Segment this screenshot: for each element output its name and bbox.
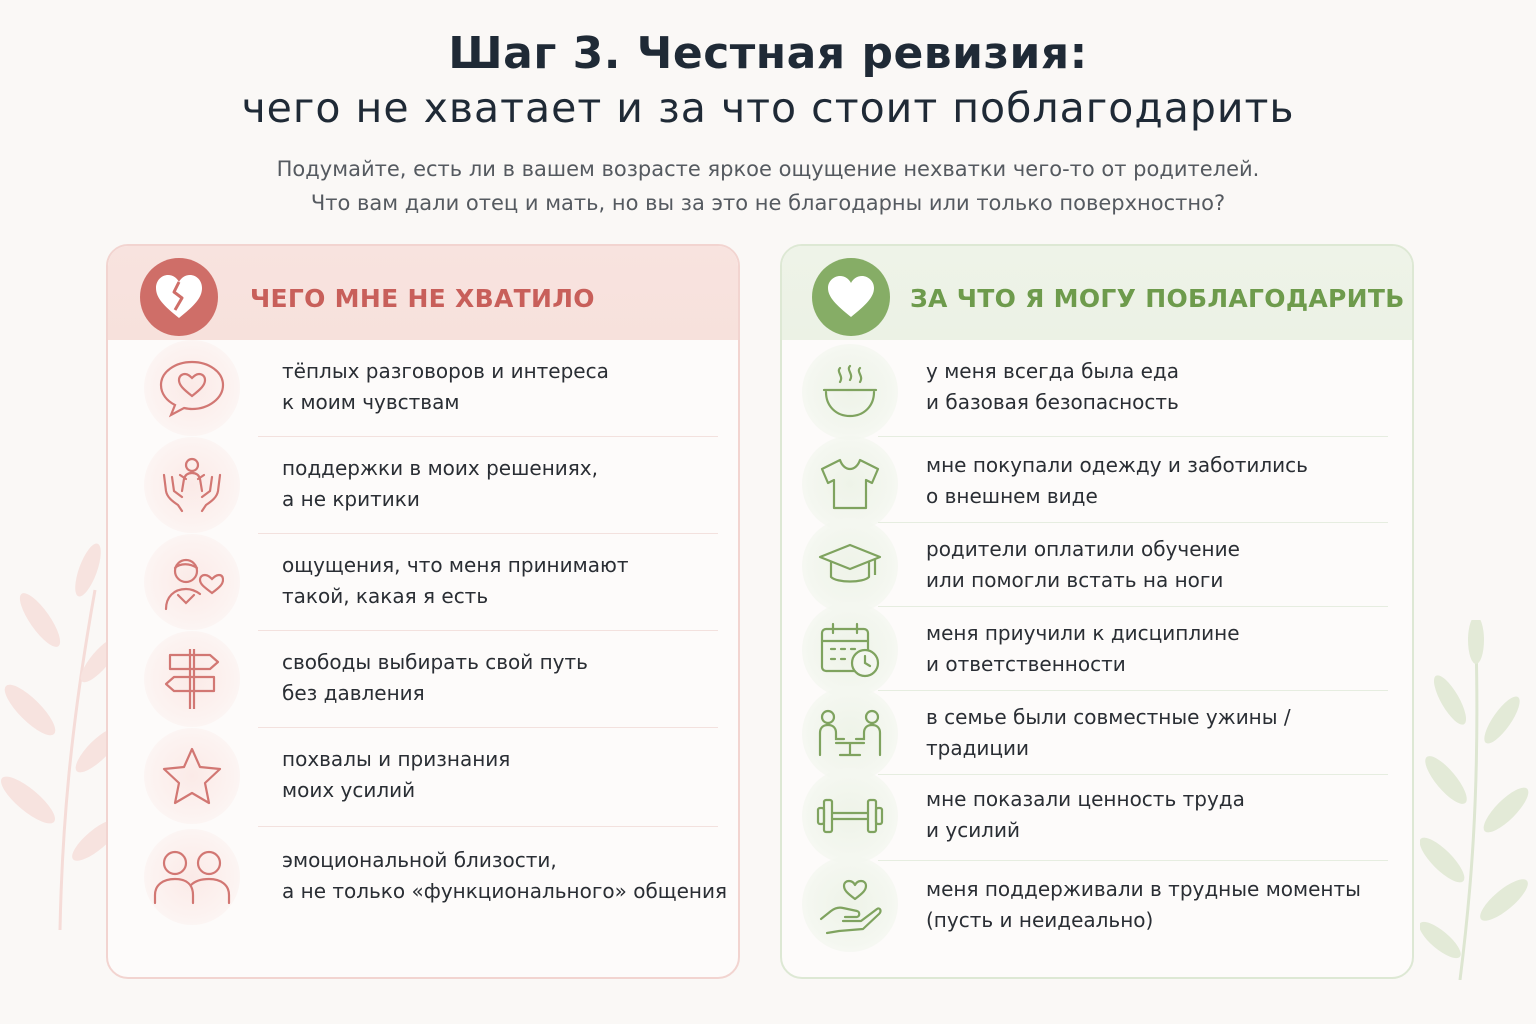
item-line-1: поддержки в моих решениях, (282, 456, 598, 480)
item-line-1: свободы выбирать свой путь (282, 650, 588, 674)
list-item (108, 534, 738, 631)
graduation-cap-icon (802, 518, 898, 614)
description-line-2: Что вам дали отец и мать, но вы за это не благодарны или только поверхностно? (310, 191, 1226, 215)
item-line-2: и усилий (926, 818, 1020, 842)
item-line-1: меня приучили к дисциплине (926, 621, 1240, 645)
item-line-1: в семье были совместные ужины / (926, 705, 1291, 729)
gratitude-card (780, 244, 1414, 979)
list-item (108, 728, 738, 827)
item-line-1: родители оплатили обучение (926, 537, 1240, 561)
person-with-heart-icon (144, 534, 240, 630)
missing-card (106, 244, 740, 979)
item-line-2: без давления (282, 681, 425, 705)
list-item (108, 340, 738, 437)
item-line-1: похвалы и признания (282, 747, 511, 771)
item-line-2: о внешнем виде (926, 484, 1098, 508)
item-line-1: эмоциональной близости, (282, 848, 557, 872)
item-line-2: и базовая безопасность (926, 390, 1179, 414)
page-subtitle: чего не хватает и за что стоит поблагодарить (241, 84, 1295, 132)
item-line-2: а не критики (282, 487, 420, 511)
list-item (782, 340, 1412, 436)
missing-card-title: ЧЕГО МНЕ НЕ ХВАТИЛО (250, 284, 595, 313)
item-line-2: такой, какая я есть (282, 584, 489, 608)
item-line-1: меня поддерживали в трудные моменты (926, 877, 1361, 901)
leaf-branch-right-decoration (1420, 620, 1536, 980)
list-item (108, 631, 738, 728)
list-item (782, 774, 1412, 860)
gratitude-card-header (782, 246, 1412, 340)
gratitude-card-title: ЗА ЧТО Я МОГУ ПОБЛАГОДАРИТЬ (910, 284, 1405, 313)
item-line-1: у меня всегда была еда (926, 359, 1179, 383)
item-line-2: к моим чувствам (282, 390, 460, 414)
signpost-icon (144, 631, 240, 727)
heart-icon (812, 258, 890, 336)
item-line-1: мне покупали одежду и заботились (926, 453, 1308, 477)
hand-with-heart-icon (802, 856, 898, 952)
item-line-1: ощущения, что меня принимают (282, 553, 629, 577)
item-line-1: мне показали ценность труда (926, 787, 1245, 811)
item-line-2: традиции (926, 736, 1030, 760)
star-icon (144, 728, 240, 824)
two-people-icon (144, 829, 240, 925)
list-item (782, 522, 1412, 606)
supporting-hands-icon (144, 437, 240, 533)
item-line-2: а не только «функционального» общения (282, 879, 728, 903)
item-line-2: и ответственности (926, 652, 1126, 676)
list-item (782, 690, 1412, 774)
bowl-icon (802, 344, 898, 440)
list-item (108, 827, 738, 937)
missing-card-header (108, 246, 738, 340)
item-line-2: или помогли встать на ноги (926, 568, 1224, 592)
broken-heart-icon (140, 258, 218, 336)
item-line-1: тёплых разговоров и интереса (282, 359, 609, 383)
dumbbell-icon (802, 768, 898, 864)
list-item (782, 860, 1412, 970)
list-item (108, 437, 738, 534)
list-item (782, 436, 1412, 522)
heart-speech-bubble-icon (144, 340, 240, 436)
calendar-clock-icon (802, 602, 898, 698)
page-title: Шаг 3. Честная ревизия: (448, 28, 1088, 79)
list-item (782, 606, 1412, 690)
item-line-2: моих усилий (282, 778, 416, 802)
leaf-branch-left-decoration (0, 470, 120, 930)
page-description (0, 152, 1536, 220)
item-line-2: (пусть и неидеально) (926, 908, 1154, 932)
description-line-1: Подумайте, есть ли в вашем возрасте яркое ощущение нехватки чего-то от родителей. (276, 157, 1260, 181)
